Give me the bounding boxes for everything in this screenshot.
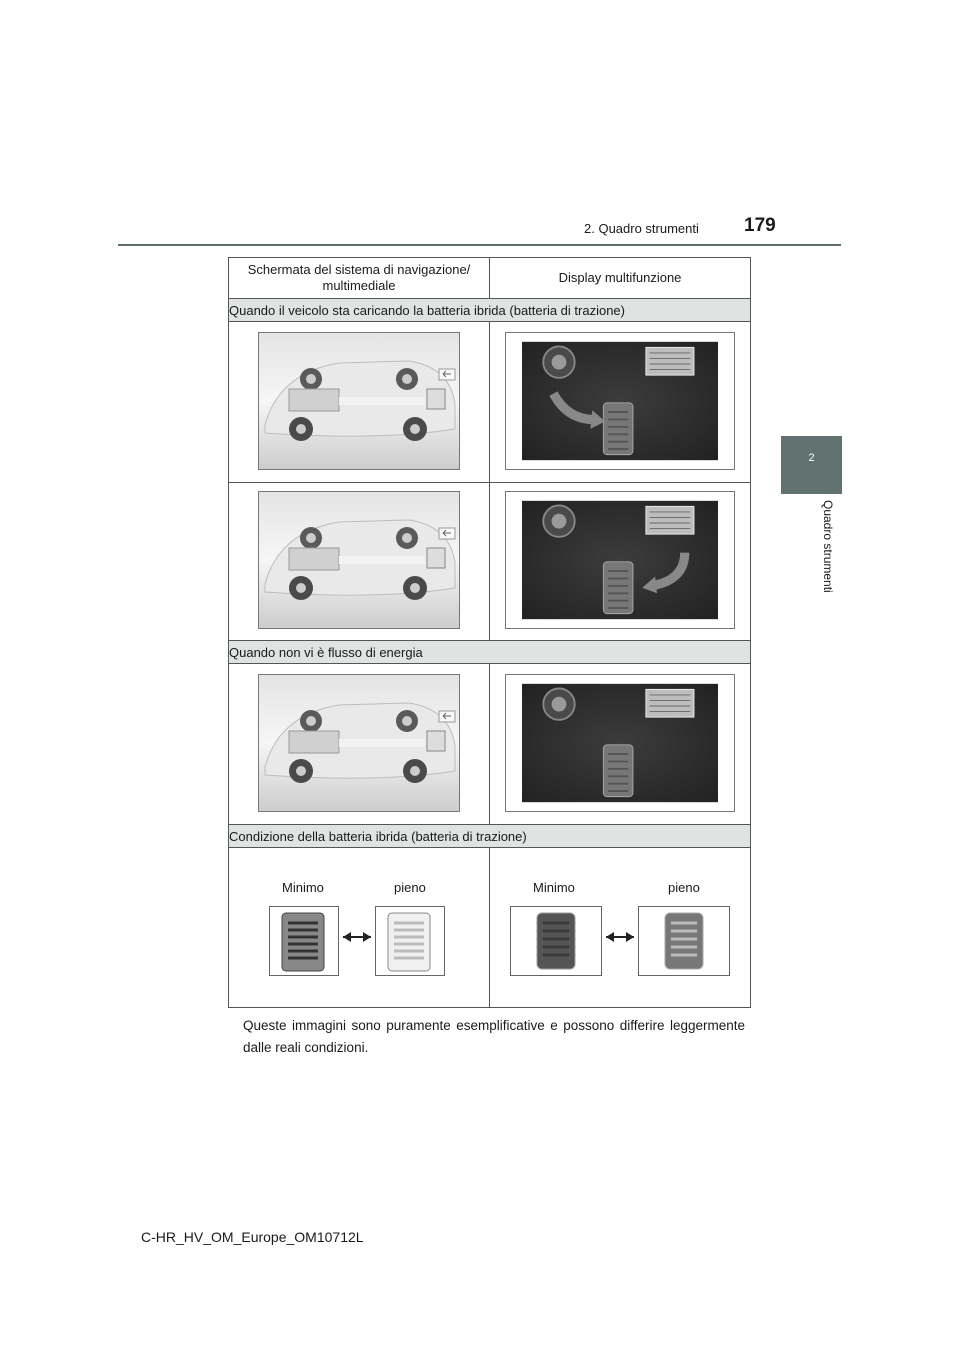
section-title-no-flow: Quando non vi è flusso di energia [229, 641, 751, 664]
table-row [229, 664, 751, 825]
section-row-condition [229, 825, 751, 848]
chapter-number: 2 [808, 452, 815, 464]
table-row [229, 322, 751, 483]
energy-monitor-table [228, 257, 751, 1008]
footnote: Queste immagini sono puramente esemplificative e possono differire leggermente dalle reali condizioni. [243, 1018, 745, 1055]
col-header-navigation: Schermata del sistema di navigazione/ multimediale [229, 258, 490, 299]
chapter-title: Quadro strumenti [821, 500, 835, 593]
nav-screen-image [258, 674, 460, 812]
battery-condition-mfd [490, 848, 751, 1008]
mfd-screen-image [505, 332, 735, 470]
battery-empty-icon [510, 906, 602, 976]
chapter-tab [781, 436, 842, 494]
double-arrow-icon [604, 930, 636, 947]
table-header-row [229, 258, 751, 299]
double-arrow-icon [341, 930, 373, 947]
chapter-side-label [781, 494, 842, 614]
battery-full-icon [375, 906, 445, 976]
document-code: C-HR_HV_OM_Europe_OM10712L [141, 1229, 364, 1245]
running-header-section: 2. Quadro strumenti [584, 221, 699, 236]
nav-screen-image [258, 332, 460, 470]
battery-condition-nav [229, 848, 490, 1008]
battery-full-label: pieno [668, 880, 700, 895]
section-row-no-flow [229, 641, 751, 664]
page-number: 179 [744, 215, 776, 236]
section-title-condition: Condizione della batteria ibrida (batteria di trazione) [229, 825, 751, 848]
section-row-charging [229, 299, 751, 322]
table-row [229, 848, 751, 1008]
mfd-screen-image [505, 491, 735, 629]
table-row [229, 483, 751, 641]
battery-full-icon [638, 906, 730, 976]
battery-min-label: Minimo [282, 880, 324, 895]
nav-screen-image [258, 491, 460, 629]
battery-min-label: Minimo [533, 880, 575, 895]
section-title-charging: Quando il veicolo sta caricando la batteria ibrida (batteria di trazione) [229, 299, 751, 322]
battery-full-label: pieno [394, 880, 426, 895]
battery-empty-icon [269, 906, 339, 976]
mfd-screen-image [505, 674, 735, 812]
col-header-mfd: Display multifunzione [490, 258, 751, 299]
header-rule [118, 244, 841, 246]
